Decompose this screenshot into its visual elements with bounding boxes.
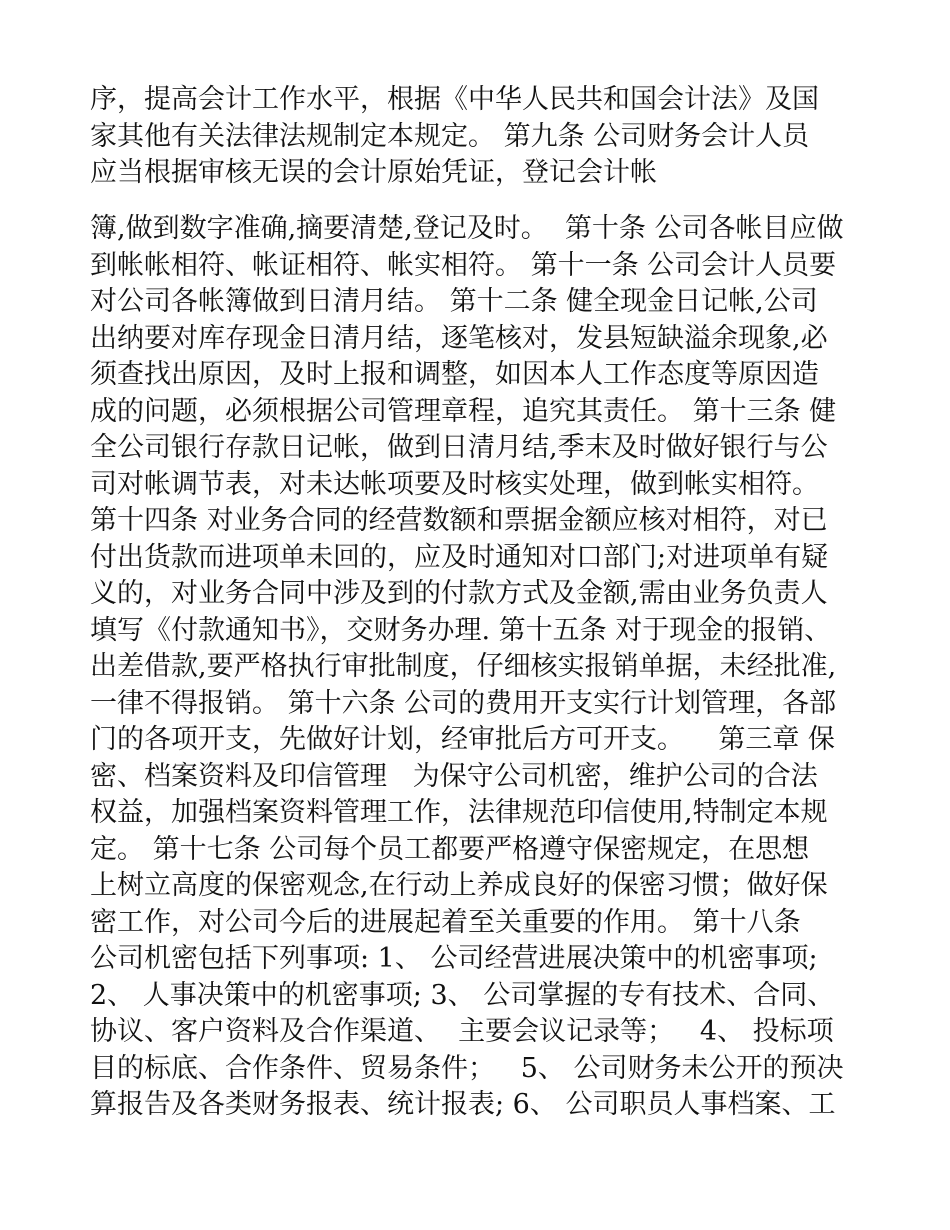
text-line: 司对帐调节表，对未达帐项要及时核实处理，做到帐实相符。 (90, 468, 819, 500)
text-line: 成的问题，必须根据公司管理章程，追究其责任。 第十三条 健 (90, 395, 837, 427)
text-line: 填写《付款通知书》，交财务办理. 第十五条 对于现金的报销、 (90, 614, 832, 646)
text-line: 上树立高度的保密观念,在行动上养成良好的保密习惯；做好保 (90, 870, 828, 901)
text-line: 密工作，对公司今后的进展起着至关重要的作用。 第十八条 (90, 906, 801, 938)
text-line: 簿,做到数字准确,摘要清楚,登记及时。 第十条 公司各帐目应做 (90, 213, 844, 244)
text-line: 到帐帐相符、帐证相符、帐实相符。 第十一条 公司会计人员要 (90, 249, 837, 281)
text-line: 密、档案资料及印信管理 为保守公司机密，维护公司的合法 (90, 760, 818, 792)
text-line: 目的标底、合作条件、贸易条件； 5、 公司财务未公开的预决 (90, 1052, 844, 1084)
text-line: 应当根据审核无误的会计原始凭证，登记会计帐 (90, 157, 657, 188)
text-line: 定。 第十七条 公司每个员工都要严格遵守保密规定，在思想 (90, 833, 810, 865)
text-line: 第十四条 对业务合同的经营数额和票据金额应核对相符，对已 (90, 505, 828, 536)
text-line: 须查找出原因，及时上报和调整，如因本人工作态度等原因造 (90, 359, 819, 390)
text-line: 协议、客户资料及合作渠道、 主要会议记录等； 4、 投标项 (90, 1016, 834, 1047)
text-line: 付出货款而进项单未回的，应及时通知对口部门;对进项单有疑 (90, 541, 829, 573)
text-line: 对公司各帐簿做到日清月结。 第十二条 健全现金日记帐,公司 (90, 286, 818, 317)
text-line: 全公司银行存款日记帐，做到日清月结,季末及时做好银行与公 (90, 432, 828, 463)
text-line: 门的各项开支，先做好计划，经审批后方可开支。 第三章 保 (90, 724, 835, 755)
paragraph-continuation (90, 82, 870, 192)
paragraph-main (90, 211, 870, 1124)
text-line: 义的，对业务合同中涉及到的付款方式及金额,需由业务负责人 (90, 578, 828, 609)
text-line: 公司机密包括下列事项: 1、 公司经营进展决策中的机密事项; (90, 943, 818, 974)
text-line: 序，提高会计工作水平，根据《中华人民共和国会计法》及国 (90, 84, 819, 115)
text-line: 权益，加强档案资料管理工作，法律规范印信使用,特制定本规 (90, 797, 828, 828)
text-line: 出差借款,要严格执行审批制度，仔细核实报销单据，未经批准, (90, 651, 837, 682)
text-line: 2、 人事决策中的机密事项; 3、 公司掌握的专有技术、合同、 (90, 979, 835, 1011)
text-line: 出纳要对库存现金日清月结，逐笔核对，发县短缺溢余现象,必 (90, 322, 828, 354)
text-line: 一律不得报销。 第十六条 公司的费用开支实行计划管理，各部 (90, 687, 837, 719)
text-line: 家其他有关法律法规制定本规定。 第九条 公司财务会计人员 (90, 120, 810, 152)
text-line: 算报告及各类财务报表、统计报表; 6、 公司职员人事档案、工 (90, 1089, 836, 1120)
